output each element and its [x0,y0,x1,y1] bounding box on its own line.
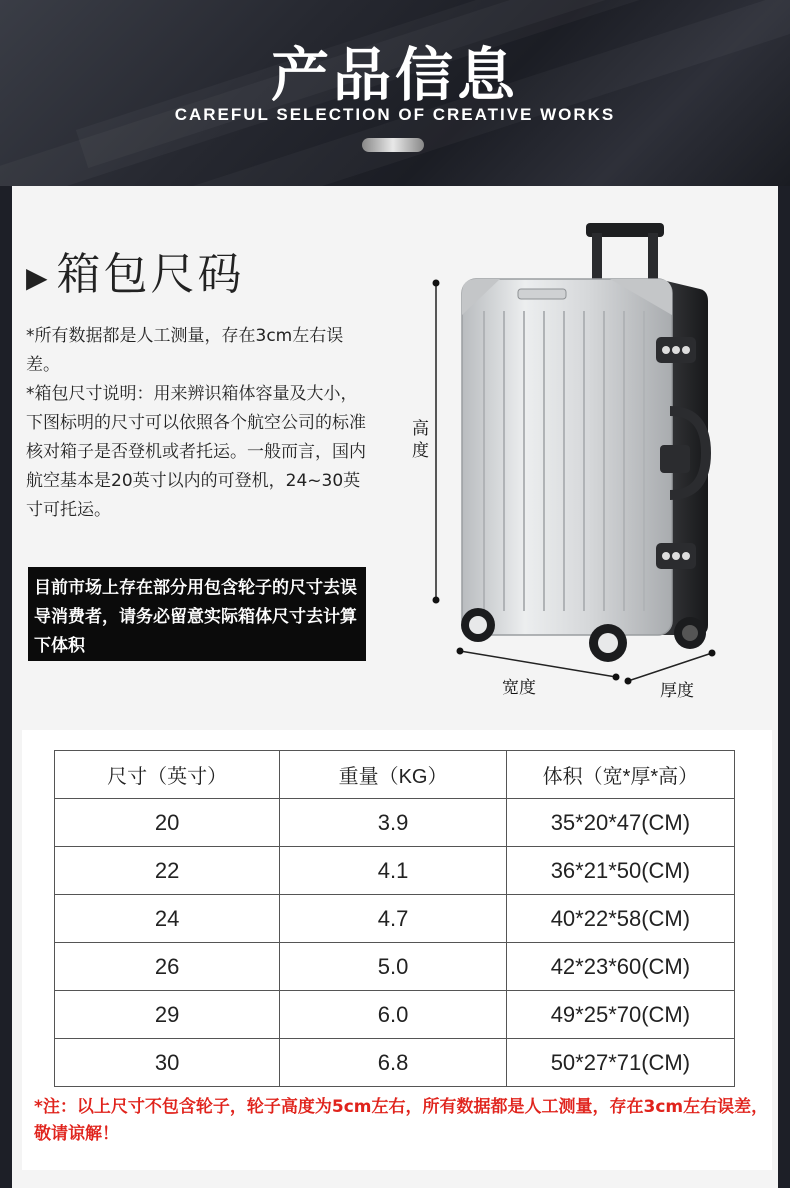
table-row [55,991,735,1039]
header-volume: 体积（宽*厚*高） [506,751,734,799]
section-title [26,238,245,302]
note-size-explanation: *箱包尺寸说明：用来辨识箱体容量及大小，下图标明的尺寸可以依照各个航空公司的标准核对箱子是否登机或者托运。一般而言，国内航空基本是20英寸以内的可登机，24~30英寸可托运。 [26,384,366,520]
notes-block [26,322,366,525]
size-table [54,750,735,1087]
size-cell: 26 [55,943,280,991]
size-cell: 30 [55,1039,280,1087]
volume-cell: 42*23*60(CM) [506,943,734,991]
volume-cell: 50*27*71(CM) [506,1039,734,1087]
header-weight: 重量（KG） [280,751,507,799]
page-subtitle: CAREFUL SELECTION OF CREATIVE WORKS [174,105,616,124]
table-row [55,799,735,847]
table-header-row [55,751,735,799]
page-title: 产品信息 [270,41,519,109]
volume-cell: 40*22*58(CM) [506,895,734,943]
header-size: 尺寸（英寸） [55,751,280,799]
weight-cell: 6.8 [280,1039,507,1087]
table-row [55,895,735,943]
note-measurement: *所有数据都是人工测量，存在3cm左右误差。 [26,326,344,375]
weight-cell: 5.0 [280,943,507,991]
table-row [55,847,735,895]
decorative-pill [362,138,424,152]
weight-cell: 4.1 [280,847,507,895]
size-cell: 22 [55,847,280,895]
table-row [55,943,735,991]
depth-label: 厚度 [660,681,694,701]
suitcase-illustration [400,215,730,695]
weight-cell: 3.9 [280,799,507,847]
volume-cell: 36*21*50(CM) [506,847,734,895]
volume-cell: 49*25*70(CM) [506,991,734,1039]
section-title-text: 箱包尺码 [56,249,245,300]
size-cell: 20 [55,799,280,847]
size-cell: 29 [55,991,280,1039]
header-banner [0,0,790,186]
weight-cell: 4.7 [280,895,507,943]
warning-box: 目前市场上存在部分用包含轮子的尺寸去误导消费者，请务必留意实际箱体尺寸去计算下体积 [28,567,366,661]
table-row [55,1039,735,1087]
height-label: 高度 [412,419,429,461]
weight-cell: 6.0 [280,991,507,1039]
size-cell: 24 [55,895,280,943]
volume-cell: 35*20*47(CM) [506,799,734,847]
footnote: *注：以上尺寸不包含轮子，轮子高度为5cm左右，所有数据都是人工测量，存在3cm左右误差，敬请谅解！ [34,1097,769,1144]
triangle-icon: ▶ [26,260,51,294]
width-label: 宽度 [502,678,536,698]
